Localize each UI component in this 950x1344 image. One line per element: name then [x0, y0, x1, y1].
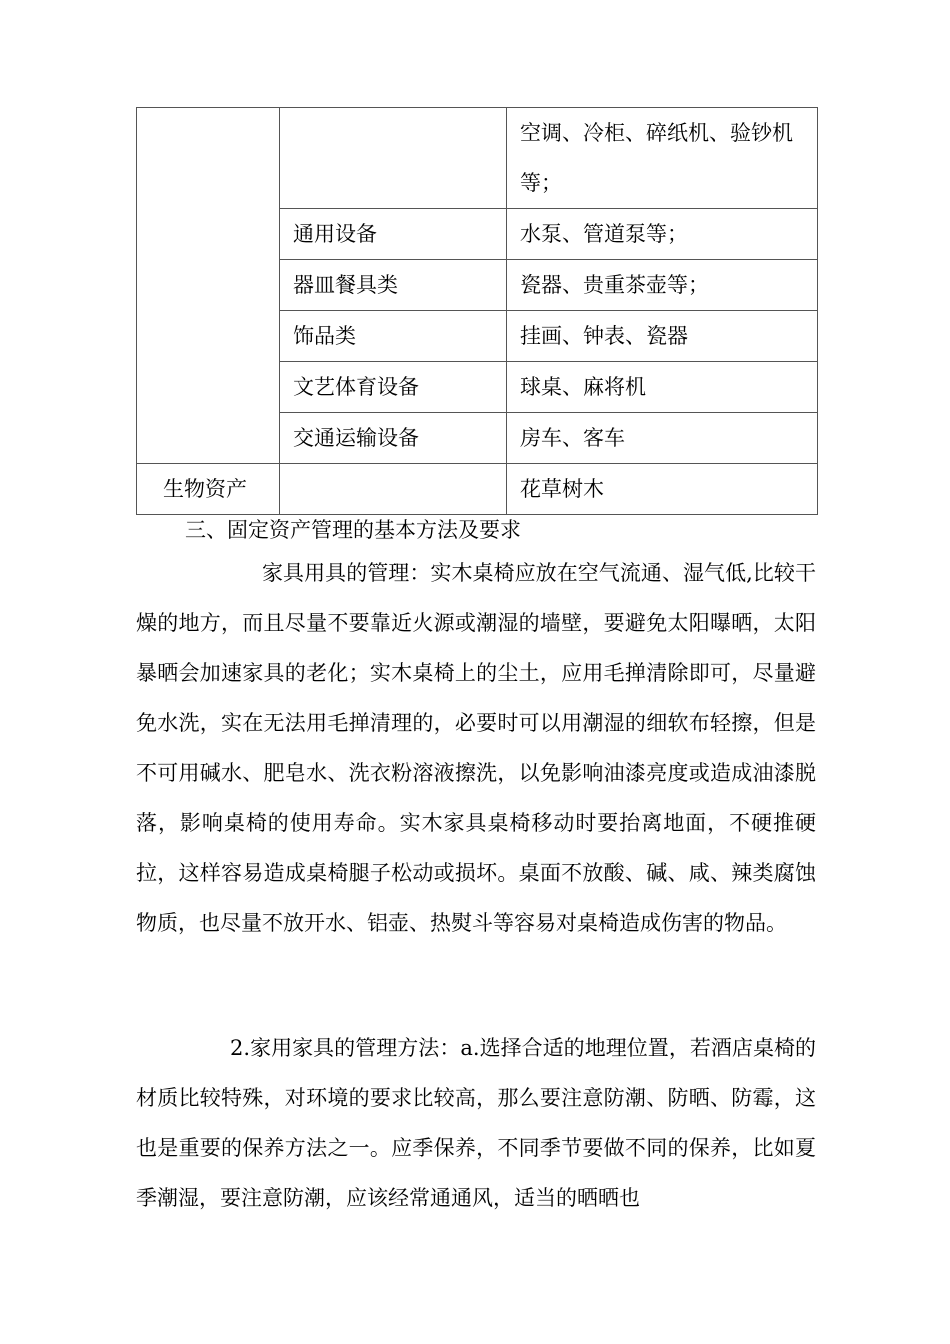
- examples-cell: 花草树木: [507, 464, 818, 515]
- examples-cell: 挂画、钟表、瓷器: [507, 311, 818, 362]
- examples-cell: 球桌、麻将机: [507, 362, 818, 413]
- item-cell: 文艺体育设备: [280, 362, 507, 413]
- examples-cell: 空调、冷柜、碎纸机、验钞机等；: [507, 108, 818, 209]
- asset-table: [136, 107, 818, 515]
- item-cell: 器皿餐具类: [280, 260, 507, 311]
- item-cell: 饰品类: [280, 311, 507, 362]
- examples-cell: 房车、客车: [507, 413, 818, 464]
- examples-cell: 水泵、管道泵等；: [507, 209, 818, 260]
- section-heading: 三、固定资产管理的基本方法及要求: [185, 518, 521, 542]
- paragraph-furniture-care: 家具用具的管理：实木桌椅应放在空气流通、湿气低,比较干燥的地方，而且尽量不要靠近火源或潮湿的墙壁，要避免太阳曝晒，太阳暴晒会加速家具的老化；实木桌椅上的尘土，应用毛掸清除即可，尽量避免水洗，实在无法用毛掸清理的，必要时可以用潮湿的细软布轻擦，但是不可用碱水、肥皂水、洗衣粉溶液擦洗，以免影响油漆亮度或造成油漆脱落，影响桌椅的使用寿命。实木家具桌椅移动时要抬离地面，不硬推硬拉，这样容易造成桌椅腿子松动或损坏。桌面不放酸、碱、咸、辣类腐蚀物质，也尽量不放开水、铝壶、热熨斗等容易对桌椅造成伤害的物品。: [136, 561, 816, 935]
- table-row: [137, 108, 818, 209]
- category-cell: [137, 108, 280, 464]
- category-cell: 生物资产: [137, 464, 280, 515]
- item-cell: 通用设备: [280, 209, 507, 260]
- item-cell: 交通运输设备: [280, 413, 507, 464]
- examples-cell: 瓷器、贵重茶壶等；: [507, 260, 818, 311]
- item-cell: [280, 108, 507, 209]
- paragraph-furniture-methods: 2.家用家具的管理方法：a.选择合适的地理位置，若酒店桌椅的材质比较特殊，对环境的要求比较高，那么要注意防潮、防晒、防霉，这也是重要的保养方法之一。应季保养，不同季节要做不同的保养，比如夏季潮湿，要注意防潮，应该经常通通风，适当的晒晒也: [136, 1036, 816, 1210]
